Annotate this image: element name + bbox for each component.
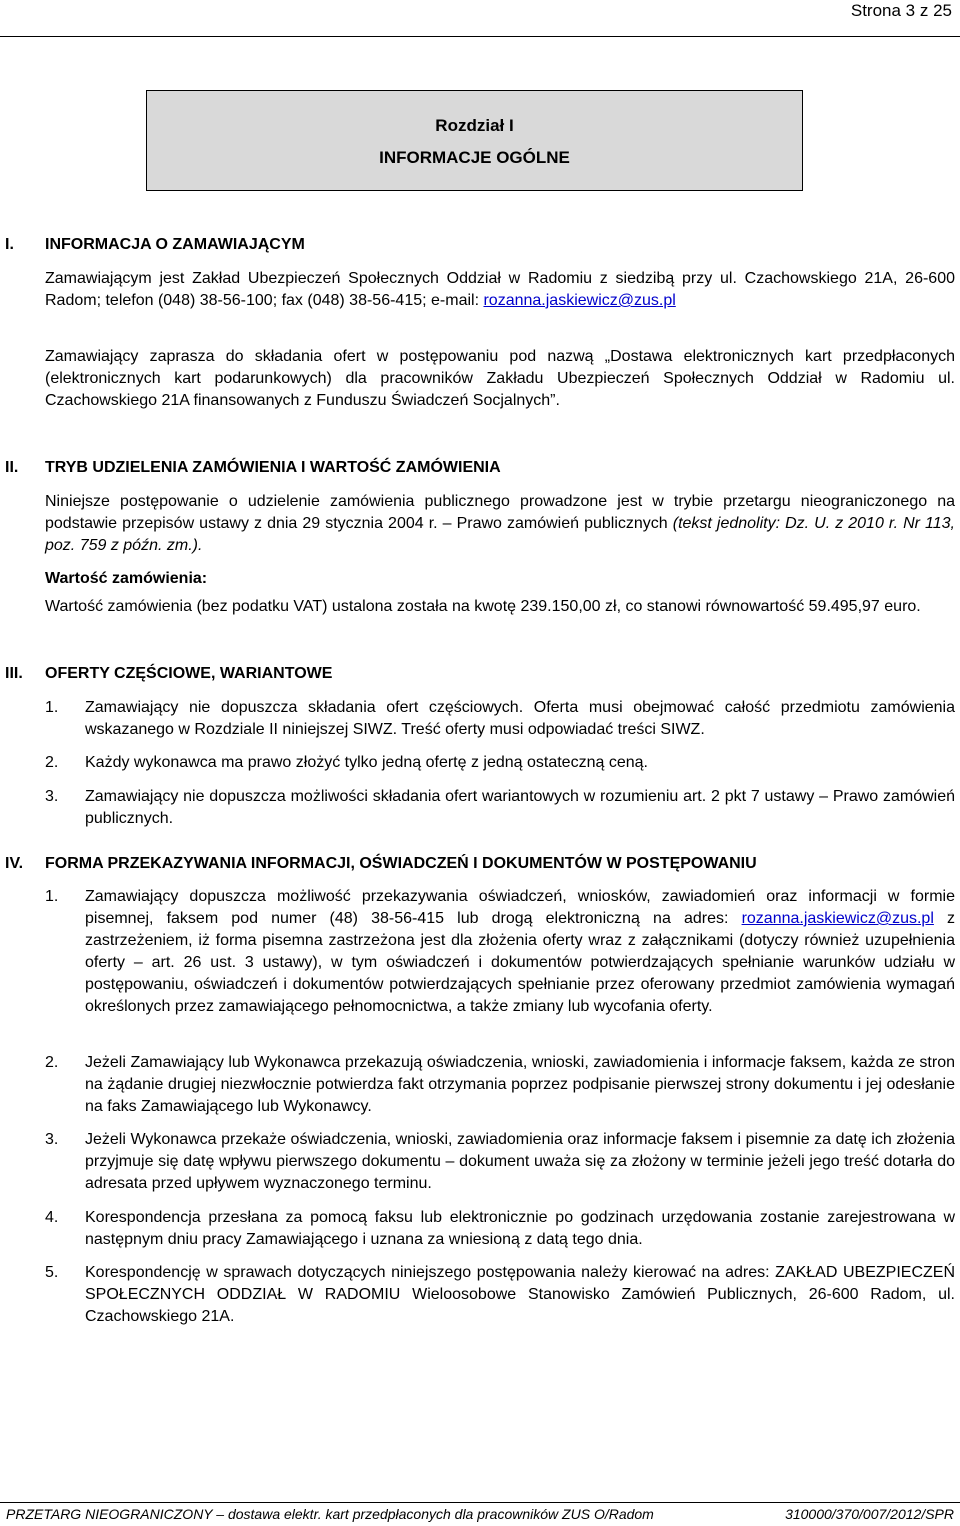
value-text: Wartość zamówienia (bez podatku VAT) ustalona została na kwotę 239.150,00 zł, co stanowi równowartość 59.495,97 euro. [45, 598, 921, 615]
contractor-info-text: Zamawiającym jest Zakład Ubezpieczeń Społecznych Oddział w Radomiu z siedzibą przy ul. Czachowskiego 21A, 26-600 Radom; telefon (048) 38-56-100; fax (048) 38-56-415; e-mail: [45, 270, 955, 309]
section-2-number: II. [5, 459, 19, 476]
list-item-number: 1. [45, 699, 59, 716]
chapter-number: Rozdział I [435, 116, 514, 135]
section-3-number: III. [5, 665, 23, 682]
section-1-paragraph-1 [45, 268, 955, 312]
chapter-title-box [146, 90, 803, 191]
list-item [45, 1262, 955, 1328]
list-item [45, 752, 955, 774]
list-item [45, 1207, 955, 1251]
email-link[interactable]: rozanna.jaskiewicz@zus.pl [483, 292, 676, 309]
list-item [45, 697, 955, 741]
list-item-text: Każdy wykonawca ma prawo złożyć tylko jedną ofertę z jedną ostateczną ceną. [85, 754, 648, 771]
list-item [45, 1129, 955, 1195]
chapter-title: INFORMACJE OGÓLNE [379, 148, 570, 167]
list-item-text: Korespondencję w sprawach dotyczących niniejszego postępowania należy kierować na adres: ZAKŁAD UBEZPIECZEŃ SPOŁECZNYCH ODDZIAŁ W RADOMIU Wieloosobowe Stanowisko Zamówień Publicznych, 26-600 Radom, ul. Czachowskiego 21A. [85, 1264, 955, 1325]
procedure-text: Niniejsze postępowanie o udzielenie zamówienia publicznego prowadzone jest w trybie przetargu nieograniczonego na podstawie przepisów ustawy z dnia 29 stycznia 2004 r. – Prawo zamówień publicznych [45, 493, 955, 532]
header-divider [0, 36, 960, 37]
list-item-number: 3. [45, 1131, 59, 1148]
list-item-number: 4. [45, 1209, 59, 1226]
section-3-title: OFERTY CZĘŚCIOWE, WARIANTOWE [45, 665, 333, 682]
section-1-number: I. [5, 236, 14, 253]
email-link[interactable]: rozanna.jaskiewicz@zus.pl [741, 910, 934, 927]
communication-text: Zamawiający dopuszcza możliwość przekazywania oświadczeń, wniosków, zawiadomień oraz informacji w formie pisemnej, faksem pod numer (48) 38-56-415 lub drogą elektroniczną na adres: [85, 888, 955, 927]
footer-right-text: 310000/370/007/2012/SPR [785, 1506, 954, 1522]
section-1-paragraph-2: Zamawiający zaprasza do składania ofert w postępowaniu pod nazwą „Dostawa elektronicznych kart przedpłaconych (elektronicznych kart podarunkowych) dla pracowników Zakładu Ubezpieczeń Społecznych Oddział w Radomiu ul. Czachowskiego 21A finansowanych z Funduszu Świadczeń Socjalnych”. [45, 348, 955, 409]
section-2-paragraph-1 [45, 491, 955, 557]
list-item-text: Zamawiający nie dopuszcza możliwości składania ofert wariantowych w rozumieniu art. 2 pkt 7 ustawy – Prawo zamówień publicznych. [85, 788, 955, 827]
footer-left-text: PRZETARG NIEOGRANICZONY – dostawa elektr. kart przedpłaconych dla pracowników ZUS O/Radom [6, 1506, 654, 1522]
list-item [45, 786, 955, 830]
communication-text-continued: z zastrzeżeniem, iż forma pisemna zastrzeżona jest dla złożenia oferty wraz z załącznikami (dotyczy również uzupełnienia oferty – art. 26 ust. 3 ustawy), w tym oświadczeń i dokumentów potwierdzających spełnianie warunków udziału w postępowaniu, oświadczeń i dokumentów potwierdzających spełnianie przez oferowany przedmiot zamówienia wymagań określonych przez zamawiającego pełnomocnictwa, a także zmiany lub wycofania oferty. [85, 910, 956, 1015]
list-item-number: 3. [45, 788, 59, 805]
list-item-text: Zamawiający nie dopuszcza składania ofert częściowych. Oferta musi obejmować całość przedmiotu zamówienia wskazanego w Rozdziale II niniejszej SIWZ. Treść oferty musi odpowiadać treści SIWZ. [85, 699, 955, 738]
section-2-title: TRYB UDZIELENIA ZAMÓWIENIA I WARTOŚĆ ZAMÓWIENIA [45, 459, 501, 476]
list-item-text [85, 886, 955, 1018]
law-reference: (tekst jednolity: Dz. U. z 2010 r. Nr 113, poz. 759 z późn. zm.). [45, 515, 955, 554]
section-4-title: FORMA PRZEKAZYWANIA INFORMACJI, OŚWIADCZEŃ I DOKUMENTÓW W POSTĘPOWANIU [45, 855, 757, 872]
list-item [45, 1052, 955, 1118]
value-heading: Wartość zamówienia: [45, 570, 208, 587]
list-item-number: 2. [45, 1054, 59, 1071]
footer-divider [0, 1502, 960, 1503]
list-item-text: Jeżeli Wykonawca przekaże oświadczenia, wnioski, zawiadomienia oraz informacje faksem i pisemnie za datę ich złożenia przyjmuje się datę wpływu pierwszego dokumentu – dokument uważa się za złożony w terminie jeżeli jego treść dotarła do adresata przed upływem wyznaczonego terminu. [85, 1131, 955, 1192]
list-item-number: 2. [45, 754, 59, 771]
list-item-number: 5. [45, 1264, 59, 1281]
list-item-number: 1. [45, 888, 59, 905]
page-number: Strona 3 z 25 [850, 1, 952, 20]
list-item-text: Korespondencja przesłana za pomocą faksu lub elektronicznie po godzinach urzędowania zostanie zarejestrowana w następnym dniu pracy Zamawiającego i uznana za wniesioną z datą tego dnia. [85, 1209, 955, 1248]
section-1-title: INFORMACJA O ZAMAWIAJĄCYM [45, 236, 305, 253]
list-item [45, 886, 955, 1018]
list-item-text: Jeżeli Zamawiający lub Wykonawca przekazują oświadczenia, wnioski, zawiadomienia i informacje faksem, każda ze stron na żądanie drugiej niezwłocznie potwierdza fakt otrzymania poprzez podpisanie pierwszej strony dokumentu i jej odesłanie na faks Zamawiającego lub Wykonawcy. [85, 1054, 955, 1115]
section-4-number: IV. [5, 855, 24, 872]
